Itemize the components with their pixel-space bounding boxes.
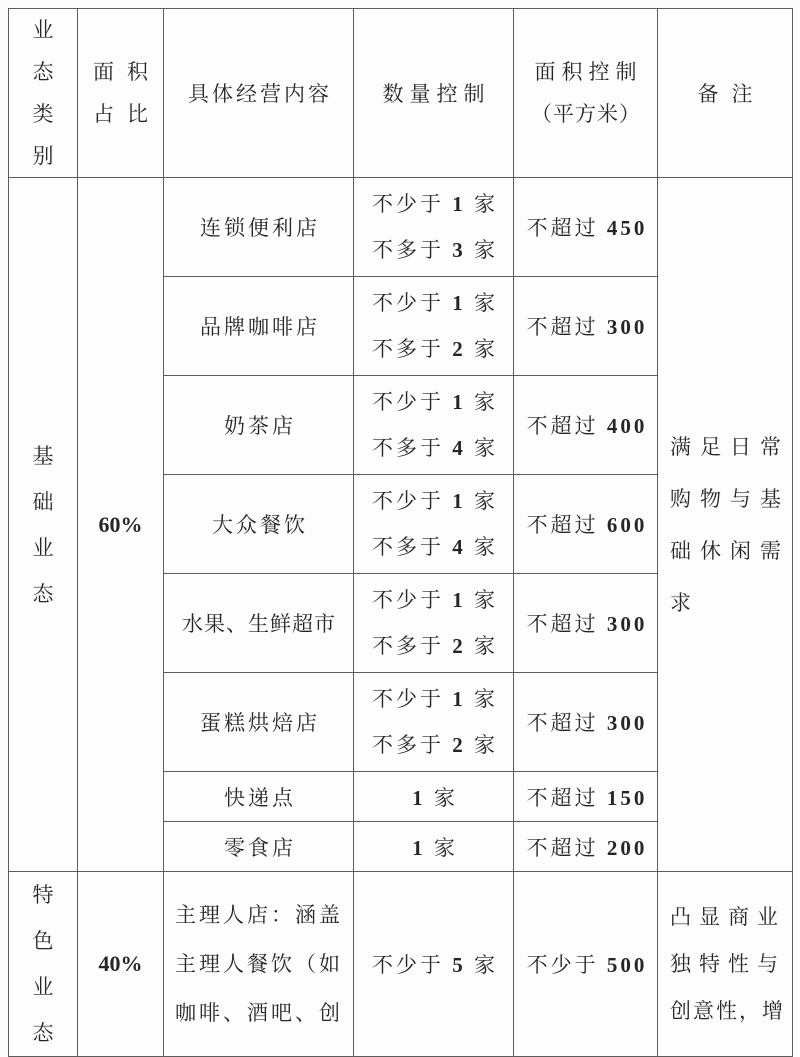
- header-area-ratio-line2: 占比: [93, 102, 161, 126]
- area-control-cell: 不超过 200: [514, 822, 658, 872]
- store-name-line: 咖啡、酒吧、创: [175, 1000, 343, 1025]
- remark-line: 创意性，增: [670, 998, 785, 1023]
- group-type-cell-basic: [9, 178, 78, 872]
- quantity-cell: [354, 574, 514, 673]
- quantity-line: 不多于 2 家: [372, 733, 498, 757]
- quantity-cell: 1 家: [354, 772, 514, 822]
- remark-line: 础休闲需: [670, 538, 790, 563]
- area-control-cell: 不超过 300: [514, 673, 658, 772]
- quantity-line: 不少于 1 家: [372, 192, 498, 216]
- quantity-line: 不少于 1 家: [372, 687, 498, 711]
- header-area-control-line1: 面积控制: [534, 60, 643, 84]
- store-name-cell: 快递点: [164, 772, 354, 822]
- store-name-cell: 大众餐饮: [164, 475, 354, 574]
- header-remark: 备注: [658, 9, 793, 178]
- store-name-cell: 水果、生鲜超市: [164, 574, 354, 673]
- store-name-cell: 奶茶店: [164, 376, 354, 475]
- header-business-content: 具体经营内容: [164, 9, 354, 178]
- quantity-line: 不多于 2 家: [372, 634, 498, 658]
- header-area-ratio-line1: 面积: [93, 60, 161, 84]
- group-type-line1: 特色: [32, 883, 67, 953]
- remark-line: 购物与基: [670, 486, 790, 511]
- header-business-type: [9, 9, 78, 178]
- group-ratio-cell-special: 40%: [78, 872, 164, 1057]
- header-row: [9, 9, 793, 178]
- group-type-line1: 基础: [32, 443, 67, 514]
- quantity-line: 不多于 4 家: [372, 535, 498, 559]
- area-control-cell: 不超过 300: [514, 277, 658, 376]
- quantity-line: 不少于 1 家: [372, 489, 498, 513]
- quantity-cell: [354, 277, 514, 376]
- quantity-cell: [354, 673, 514, 772]
- remark-line: 独特性与: [670, 951, 786, 976]
- store-name-line: 主理人餐饮（如: [175, 951, 343, 976]
- area-control-cell: 不少于 500: [514, 872, 658, 1057]
- store-name-cell: 零食店: [164, 822, 354, 872]
- group-type-line2: 业态: [32, 535, 67, 606]
- quantity-cell: 1 家: [354, 822, 514, 872]
- area-control-cell: 不超过 150: [514, 772, 658, 822]
- area-control-cell: 不超过 450: [514, 178, 658, 277]
- quantity-line: 不多于 3 家: [372, 238, 498, 262]
- business-format-table: [8, 8, 793, 1057]
- group-remark-cell-special: [658, 872, 793, 1057]
- quantity-cell: [354, 376, 514, 475]
- store-name-cell: [164, 872, 354, 1057]
- header-business-type-line2: 类别: [32, 102, 67, 168]
- group-type-line2: 业态: [32, 975, 67, 1045]
- document-page: [8, 8, 793, 1057]
- remark-line: 满足日常: [670, 434, 790, 459]
- area-control-cell: 不超过 400: [514, 376, 658, 475]
- header-quantity-control: 数量控制: [354, 9, 514, 178]
- quantity-line: 不多于 4 家: [372, 436, 498, 460]
- quantity-cell: 不少于 5 家: [354, 872, 514, 1057]
- header-area-control: [514, 9, 658, 178]
- header-business-type-line1: 业态: [32, 18, 67, 84]
- quantity-cell: [354, 178, 514, 277]
- quantity-line: 不少于 1 家: [372, 588, 498, 612]
- store-name-line: 主理人店：涵盖: [175, 902, 343, 927]
- store-name-cell: 连锁便利店: [164, 178, 354, 277]
- table-row: [9, 178, 793, 277]
- quantity-line: 不多于 2 家: [372, 337, 498, 361]
- group-ratio-cell-basic: 60%: [78, 178, 164, 872]
- remark-line: 求: [670, 590, 700, 615]
- table-row: [9, 872, 793, 1057]
- quantity-cell: [354, 475, 514, 574]
- store-name-cell: 品牌咖啡店: [164, 277, 354, 376]
- header-area-control-line2: （平方米）: [531, 102, 641, 126]
- area-control-cell: 不超过 600: [514, 475, 658, 574]
- area-control-cell: 不超过 300: [514, 574, 658, 673]
- quantity-line: 不少于 1 家: [372, 390, 498, 414]
- remark-line: 凸显商业: [670, 904, 786, 929]
- header-area-ratio: [78, 9, 164, 178]
- group-type-cell-special: [9, 872, 78, 1057]
- store-name-cell: 蛋糕烘焙店: [164, 673, 354, 772]
- quantity-line: 不少于 1 家: [372, 291, 498, 315]
- group-remark-cell-basic: [658, 178, 793, 872]
